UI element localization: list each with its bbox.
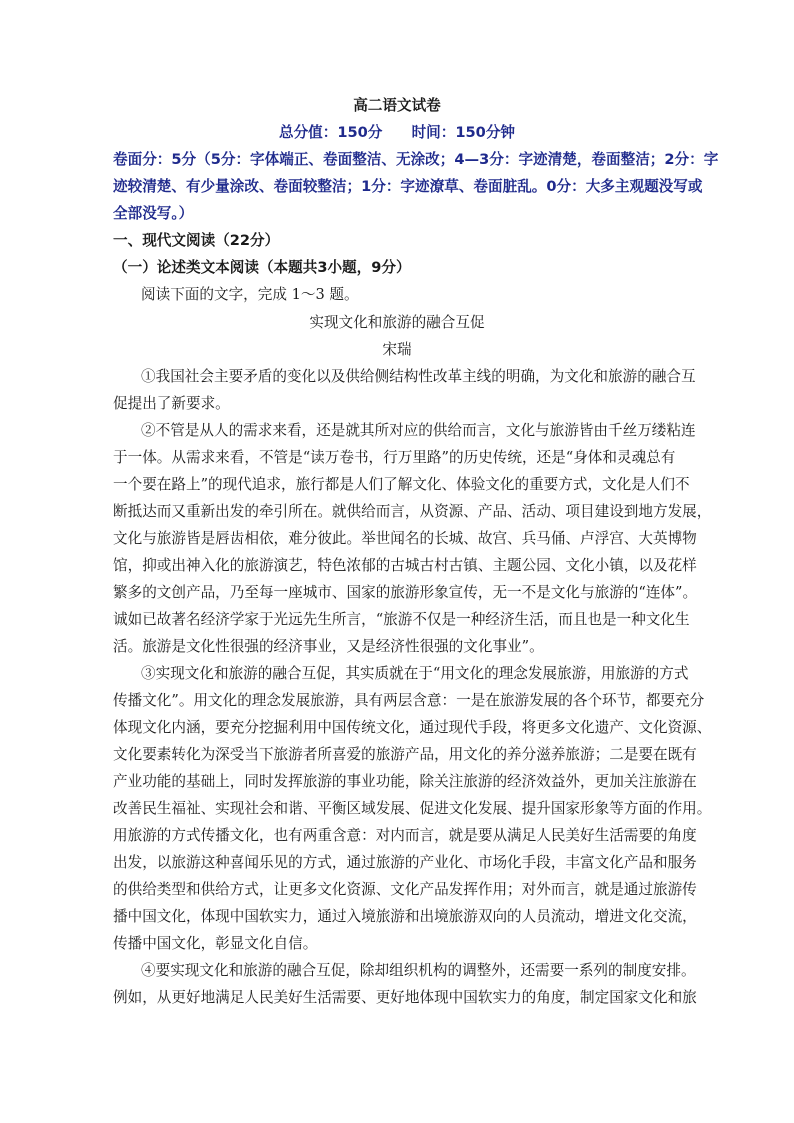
paragraph-line: 繁多的文创产品，乃至每一座城市、国家的旅游形象宣传，无一不是文化与旅游的“连体”。: [113, 584, 698, 601]
paragraph-line: 的供给类型和供给方式，让更多文化资源、文化产品发挥作用；对外而言，就是通过旅游传: [113, 881, 697, 898]
section-heading: 一、现代文阅读（22分）: [113, 232, 280, 249]
score-rule-line: 全部没写。）: [113, 205, 194, 222]
paragraph-line: 例如，从更好地满足人民美好生活需要、更好地体现中国软实力的角度，制定国家文化和旅: [113, 989, 697, 1006]
paragraph-line: 体现文化内涵，要充分挖掘利用中国传统文化，通过现代手段，将更多文化遗产、文化资源、: [113, 719, 712, 736]
paragraph-line: 断抵达而又重新出发的牵引所在。就供给而言，从资源、产品、活动、项目建设到地方发展，: [113, 503, 712, 520]
paragraph-line: 出发，以旅游这种喜闻乐见的方式，通过旅游的产业化、市场化手段，丰富文化产品和服务: [113, 854, 697, 871]
instruction-text: 阅读下面的文字，完成 1～3 题。: [141, 286, 359, 303]
article-title: 实现文化和旅游的融合互促: [309, 314, 485, 331]
paragraph-line: ④要实现文化和旅游的融合互促，除却组织机构的调整外，还需要一系列的制度安排。: [141, 962, 696, 979]
paragraph-line: 文化与旅游皆是唇齿相依，难分彼此。举世闻名的长城、故宫、兵马俑、卢浮宫、大英博物: [113, 530, 697, 547]
paragraph-line: 于一体。从需求来看，不管是“读万卷书，行万里路”的历史传统，还是“身体和灵魂总有: [113, 449, 676, 466]
paragraph-line: 改善民生福祉、实现社会和谐、平衡区域发展、促进文化发展、提升国家形象等方面的作用。: [113, 800, 712, 817]
score-rule-line: 迹较清楚、有少量涂改、卷面较整洁；1分：字迹潦草、卷面脏乱。0分：大多主观题没写或: [113, 178, 703, 195]
paragraph-line: 活。旅游是文化性很强的经济事业，又是经济性很强的文化事业”。: [113, 638, 544, 655]
paragraph-line: ①我国社会主要矛盾的变化以及供给侧结构性改革主线的明确，为文化和旅游的融合互: [141, 368, 696, 385]
subsection-heading: （一）论述类文本阅读（本题共3小题，9分）: [113, 259, 411, 276]
paragraph-line: 播中国文化，体现中国软实力，通过入境旅游和出境旅游双向的人员流动，增进文化交流，: [113, 908, 697, 925]
score-rule-line: 卷面分：5分（5分：字体端正、卷面整洁、无涂改；4—3分：字迹清楚，卷面整洁；2分：字: [113, 151, 719, 168]
paragraph-line: ②不管是从人的需求来看，还是就其所对应的供给而言，文化与旅游皆由千丝万缕粘连: [141, 422, 696, 439]
paragraph-line: 传播文化”。用文化的理念发展旅游，具有两层含意：一是在旅游发展的各个环节，都要充分: [113, 692, 705, 709]
paragraph-line: 用旅游的方式传播文化，也有两重含意：对内而言，就是要从满足人民美好生活需要的角度: [113, 827, 697, 844]
paragraph-line: ③实现文化和旅游的融合互促，其实质就在于“用文化的理念发展旅游，用旅游的方式: [141, 665, 689, 682]
paragraph-line: 促提出了新要求。: [113, 395, 230, 412]
paragraph-line: 产业功能的基础上，同时发挥旅游的事业功能，除关注旅游的经济效益外，更加关注旅游在: [113, 773, 697, 790]
article-author: 宋瑞: [382, 341, 412, 358]
paragraph-line: 诚如已故著名经济学家于光远先生所言，“旅游不仅是一种经济生活，而且也是一种文化生: [113, 611, 690, 628]
paragraph-line: 一个要在路上”的现代追求，旅行都是人们了解文化、体验文化的重要方式，文化是人们不: [113, 476, 690, 493]
paragraph-line: 传播中国文化，彰显文化自信。: [113, 935, 318, 952]
score-time-line: 总分值：150分 时间：150分钟: [278, 124, 516, 141]
exam-title: 高二语文试卷: [353, 97, 441, 114]
paragraph-line: 文化要素转化为深受当下旅游者所喜爱的旅游产品，用文化的养分滋养旅游；二是要在既有: [113, 746, 697, 763]
paragraph-line: 馆，抑或出神入化的旅游演艺，特色浓郁的古城古村古镇、主题公园、文化小镇，以及花样: [113, 557, 697, 574]
